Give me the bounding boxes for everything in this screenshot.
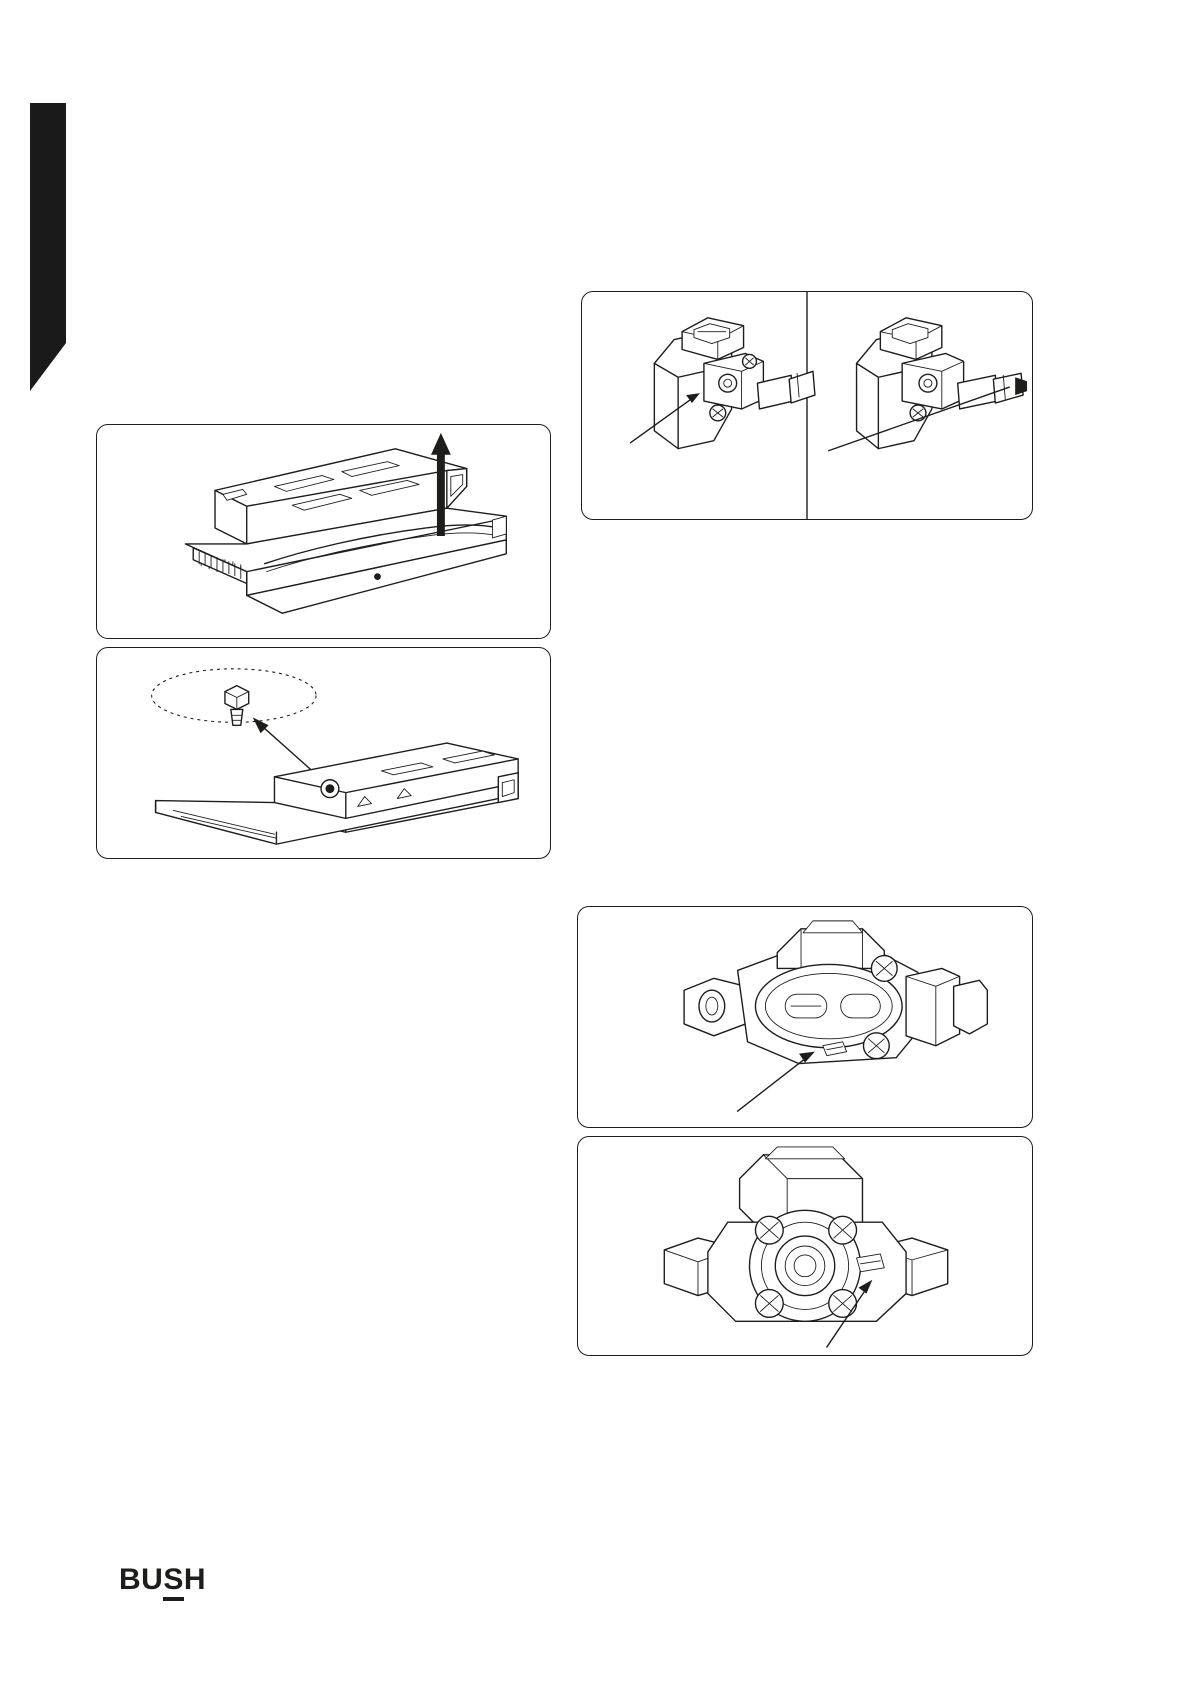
brand-logo-text-2: S bbox=[163, 1563, 184, 1601]
nozzle-assembly-illustration bbox=[97, 425, 550, 638]
page-corner-tab bbox=[30, 103, 66, 343]
figure-valve-top bbox=[577, 906, 1033, 1128]
valve-side-view-left bbox=[631, 318, 815, 449]
figure-valve-pair bbox=[581, 291, 1033, 520]
screw-in-place bbox=[321, 780, 339, 798]
nozzle-screw-illustration bbox=[97, 648, 550, 858]
valve-front-illustration bbox=[578, 1137, 1032, 1355]
figure-nozzle-screw bbox=[96, 647, 551, 859]
brand-logo-text-1: BU bbox=[119, 1563, 164, 1596]
nozzle-body-drawing bbox=[185, 449, 506, 613]
brand-logo-text-3: H bbox=[183, 1563, 207, 1596]
brand-logo bbox=[119, 1565, 206, 1595]
figure-valve-front bbox=[577, 1136, 1033, 1356]
figure-nozzle-assembly bbox=[96, 424, 551, 639]
valve-top-drawing bbox=[684, 921, 987, 1064]
valve-top-leader bbox=[738, 1052, 815, 1111]
valve-front-drawing bbox=[664, 1147, 947, 1321]
valve-pair-illustration bbox=[582, 292, 1032, 519]
base-plate-drawing bbox=[156, 743, 519, 844]
valve-top-illustration bbox=[578, 907, 1032, 1127]
valve-side-view-right bbox=[829, 318, 1027, 451]
screw-enlarged bbox=[225, 686, 249, 726]
